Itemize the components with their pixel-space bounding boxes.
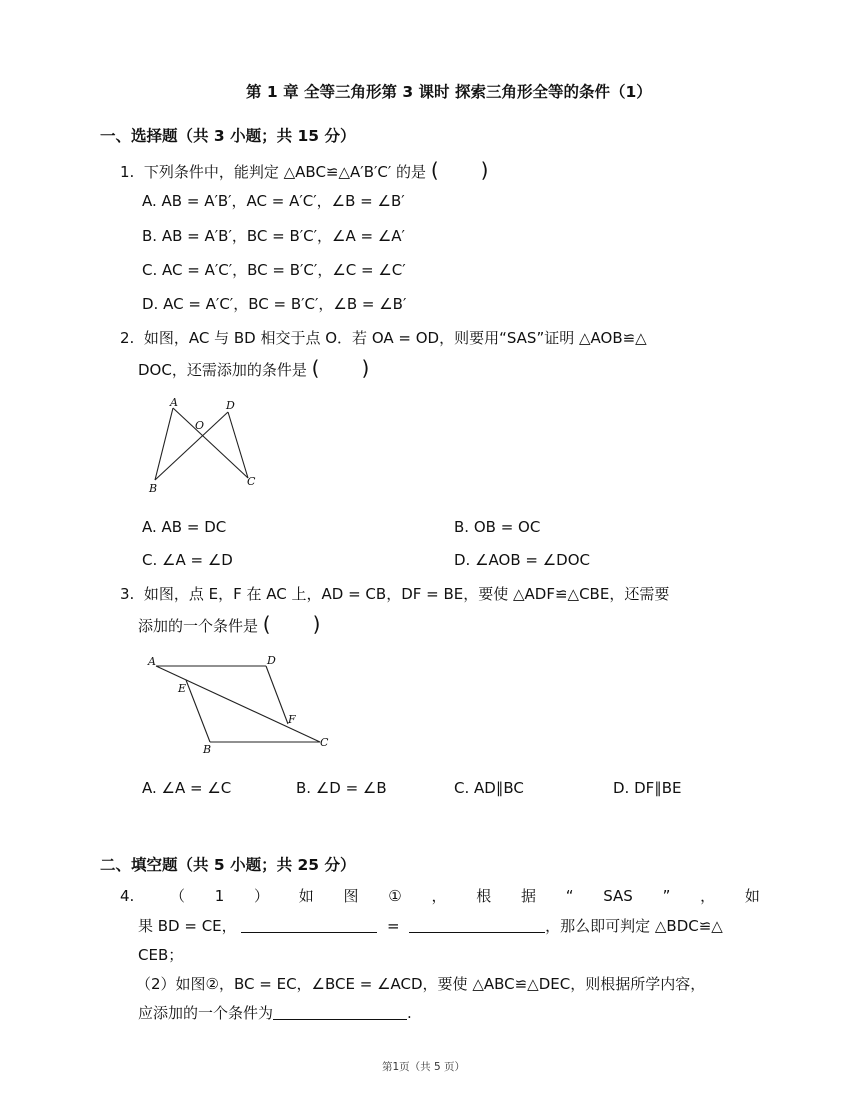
q3-option-a[interactable]: A. ∠A = ∠C	[142, 779, 232, 797]
page-title: 第 1 章 全等三角形第 3 课时 探索三角形全等的条件（1）	[246, 83, 652, 101]
q4-text-part: ）	[254, 887, 270, 905]
question-number: 3.	[120, 585, 135, 603]
question-2-stem-line1	[120, 328, 647, 348]
question-4-number: 4.	[120, 887, 135, 905]
section-heading-fill: 二、填空题（共 5 小题；共 25 分）	[100, 856, 356, 874]
question-4-line5	[138, 1003, 412, 1023]
q3-figure-lines	[156, 666, 320, 742]
q2-label-o: O	[195, 419, 205, 432]
q4-text-part: （	[170, 887, 186, 905]
q2-option-b[interactable]: B. OB = OC	[454, 518, 541, 536]
q4-text-part: ，	[431, 887, 447, 905]
question-4-line2	[138, 916, 723, 936]
paren-close: )	[480, 158, 489, 182]
q3-label-b: B	[203, 743, 212, 756]
q4-text: .	[407, 1004, 412, 1022]
q3-figure	[140, 650, 340, 758]
question-text: 如图，点 E，F 在 AC 上，AD = CB，DF = BE，要使 △ADF≌△CBE，还需要	[143, 585, 670, 603]
q4-text: 果 BD = CE，	[138, 917, 237, 935]
q2-label-b: B	[149, 482, 158, 495]
q2-label-a: A	[170, 396, 178, 409]
question-text: 如图，AC 与 BD 相交于点 O．若 OA = OD，则要用“SAS”证明 △AOB≌△	[143, 329, 647, 347]
q4-text-part: 1	[214, 887, 225, 905]
question-text: 下列条件中，能判定 △ABC≌△A′B′C′ 的是	[143, 163, 427, 181]
q3-label-e: E	[178, 682, 187, 695]
question-text: DOC，还需添加的条件是	[138, 361, 307, 379]
paren-close: )	[361, 356, 370, 380]
q4-text-part: “	[565, 887, 574, 905]
question-4-line3: CEB；	[138, 946, 184, 964]
answer-paren[interactable]	[311, 356, 370, 380]
paren-open: (	[311, 356, 320, 380]
q3-label-a: A	[148, 655, 156, 668]
q4-equals: =	[387, 917, 400, 935]
question-number: 2.	[120, 329, 135, 347]
q4-text-part: 根	[476, 887, 492, 905]
question-3-stem-line1	[120, 584, 669, 604]
q2-option-a[interactable]: A. AB = DC	[142, 518, 227, 536]
q4-text: ，那么即可判定 △BDC≌△	[545, 917, 723, 935]
q2-option-d[interactable]: D. ∠AOB = ∠DOC	[454, 551, 591, 569]
q4-blank-2[interactable]	[409, 916, 545, 933]
q4-text-part: 图	[343, 887, 359, 905]
q3-option-d[interactable]: D. DF∥BE	[613, 779, 682, 797]
q2-label-d: D	[226, 399, 235, 412]
q2-label-c: C	[247, 475, 256, 488]
q4-text-part: 如	[744, 887, 760, 905]
question-text: 添加的一个条件是	[138, 617, 259, 635]
question-2-stem-line2	[138, 358, 369, 380]
page-footer: 第1页（共 5 页）	[382, 1061, 466, 1073]
answer-paren[interactable]	[430, 158, 489, 182]
q3-label-d: D	[267, 654, 276, 667]
q3-label-c: C	[320, 736, 329, 749]
question-1-stem	[120, 160, 488, 182]
q1-option-b[interactable]: B. AB = A′B′，BC = B′C′，∠A = ∠A′	[142, 227, 405, 245]
q4-blank-3[interactable]	[273, 1003, 407, 1020]
question-4-line1	[170, 886, 760, 906]
q3-option-b[interactable]: B. ∠D = ∠B	[296, 779, 387, 797]
q4-text-part: ，	[700, 887, 716, 905]
q1-option-c[interactable]: C. AC = A′C′，BC = B′C′，∠C = ∠C′	[142, 261, 406, 279]
q2-figure	[140, 392, 270, 500]
q3-option-c[interactable]: C. AD∥BC	[454, 779, 524, 797]
question-4-line4: （2）如图②，BC = EC，∠BCE = ∠ACD，要使 △ABC≌△DEC，则根据所学内容，	[136, 975, 706, 993]
paren-open: (	[430, 158, 439, 182]
q4-blank-1[interactable]	[241, 916, 377, 933]
paren-close: )	[312, 612, 321, 636]
q1-option-a[interactable]: A. AB = A′B′，AC = A′C′，∠B = ∠B′	[142, 192, 405, 210]
q4-text-part: 据	[520, 887, 536, 905]
q4-text-part: SAS	[603, 887, 633, 905]
section-heading-choice: 一、选择题（共 3 小题；共 15 分）	[100, 127, 356, 145]
q4-text-part: ①	[388, 887, 402, 905]
paren-open: (	[262, 612, 271, 636]
q1-option-d[interactable]: D. AC = A′C′，BC = B′C′，∠B = ∠B′	[142, 295, 407, 313]
answer-paren[interactable]	[262, 612, 321, 636]
question-3-stem-line2	[138, 614, 320, 636]
q2-option-c[interactable]: C. ∠A = ∠D	[142, 551, 233, 569]
q4-text-part: ”	[662, 887, 671, 905]
q4-text: 应添加的一个条件为	[138, 1004, 274, 1022]
q4-text-part: 如	[298, 887, 314, 905]
q3-label-f: F	[288, 713, 296, 726]
question-number: 1.	[120, 163, 135, 181]
